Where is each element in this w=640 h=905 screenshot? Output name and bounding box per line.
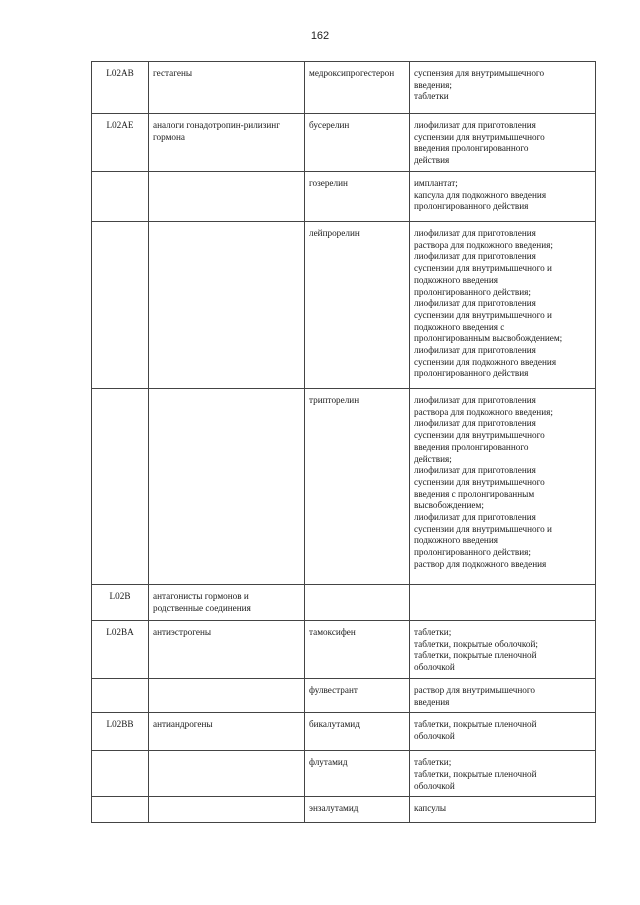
dosage-forms-cell <box>410 713 596 751</box>
group-line: гестагены <box>153 68 193 78</box>
table-row <box>92 751 596 797</box>
dosage-form-line: пролонгированного действия <box>414 368 529 379</box>
dosage-form-line: пролонгированного действия; <box>414 547 531 558</box>
anatomical-group-cell <box>149 621 305 679</box>
dosage-forms-cell <box>410 751 596 797</box>
table-row <box>92 678 596 712</box>
dosage-form-line: пролонгированным высвобождением; <box>414 333 563 344</box>
substance-cell: гозерелин <box>305 172 410 222</box>
dosage-form-line: суспензии для внутримышечного и <box>414 523 552 534</box>
table-body <box>92 62 596 823</box>
substance-cell: трипторелин <box>305 389 410 585</box>
atc-code-cell <box>92 222 149 389</box>
dosage-form-line: введения; <box>414 79 452 90</box>
substance-cell: лейпрорелин <box>305 222 410 389</box>
substance-cell: энзалутамид <box>305 797 410 823</box>
table-row <box>92 713 596 751</box>
anatomical-group-cell <box>149 222 305 389</box>
atc-code-cell <box>92 678 149 712</box>
atc-code-cell <box>92 172 149 222</box>
dosage-form-line: введения пролонгированного <box>414 441 529 452</box>
dosage-form-line: лиофилизат для приготовления <box>414 120 536 130</box>
dosage-forms-cell <box>410 389 596 585</box>
dosage-form-line: оболочкой <box>414 662 455 673</box>
anatomical-group-cell <box>149 797 305 823</box>
dosage-form-line: подкожного введения <box>414 274 498 285</box>
table-row <box>92 172 596 222</box>
atc-code-cell: L02BB <box>92 713 149 751</box>
anatomical-group-cell <box>149 585 305 621</box>
dosage-form-line: раствор для внутримышечного <box>414 684 535 695</box>
anatomical-group-cell <box>149 62 305 114</box>
dosage-form-line: капсулы <box>414 803 447 814</box>
dosage-form-line: лиофилизат для приготовления <box>414 512 536 523</box>
dosage-form-line: лиофилизат для приготовления <box>414 251 536 262</box>
group-line: аналоги гонадотропин-рилизинг <box>153 120 280 130</box>
dosage-form-line: суспензии для подкожного введения <box>414 356 557 367</box>
dosage-form-line: лиофилизат для приготовления <box>414 345 536 356</box>
dosage-form-line: действия <box>414 155 450 166</box>
dosage-form-line: суспензии для внутримышечного <box>414 131 545 142</box>
dosage-form-line: капсула для подкожного введения <box>414 189 547 200</box>
group-line: антиандрогены <box>153 719 213 730</box>
substance-cell <box>305 585 410 621</box>
anatomical-group-cell <box>149 389 305 585</box>
dosage-forms-cell <box>410 222 596 389</box>
dosage-form-line: пролонгированного действия <box>414 201 529 212</box>
dosage-form-line: лиофилизат для приготовления <box>414 298 536 309</box>
dosage-form-line: оболочкой <box>414 780 455 791</box>
dosage-form-line: лиофилизат для приготовления <box>414 395 536 405</box>
page-number: 162 <box>310 30 330 42</box>
atc-code-cell: L02BA <box>92 621 149 679</box>
table-row <box>92 114 596 172</box>
dosage-forms-cell <box>410 172 596 222</box>
dosage-form-line: суспензия для внутримышечного <box>414 68 545 78</box>
substance-cell: медроксипрогестерон <box>305 62 410 114</box>
dosage-form-line: введения с пролонгированным <box>414 488 535 499</box>
atc-code-cell <box>92 751 149 797</box>
anatomical-group-cell <box>149 114 305 172</box>
dosage-form-line: введения <box>414 696 450 707</box>
dosage-form-line: раствор для подкожного введения <box>414 558 547 569</box>
table-row <box>92 797 596 823</box>
anatomical-group-cell <box>149 713 305 751</box>
dosage-form-line: таблетки, покрытые пленочной <box>414 650 537 661</box>
group-line: антиэстрогены <box>153 627 212 637</box>
substance-cell: бусерелин <box>305 114 410 172</box>
dosage-form-line: введения пролонгированного <box>414 143 529 154</box>
group-line: родственные соединения <box>153 602 251 613</box>
dosage-form-line: раствора для подкожного введения; <box>414 239 553 250</box>
substance-cell: фулвестрант <box>305 678 410 712</box>
dosage-form-line: подкожного введения с <box>414 321 505 332</box>
table-row <box>92 621 596 679</box>
dosage-form-line: подкожного введения <box>414 535 498 546</box>
atc-code-cell <box>92 797 149 823</box>
dosage-form-line: таблетки; <box>414 627 452 637</box>
substance-cell: бикалутамид <box>305 713 410 751</box>
table-row <box>92 222 596 389</box>
atc-code-cell: L02AE <box>92 114 149 172</box>
dosage-forms-cell <box>410 585 596 621</box>
dosage-form-line: таблетки; <box>414 757 452 768</box>
dosage-form-line: пролонгированного действия; <box>414 286 531 297</box>
dosage-form-line: суспензии для внутримышечного <box>414 476 545 487</box>
dosage-form-line: высвобождением; <box>414 500 484 511</box>
substance-cell: флутамид <box>305 751 410 797</box>
dosage-form-line: суспензии для внутримышечного <box>414 430 545 441</box>
dosage-form-line: таблетки, покрытые пленочной <box>414 719 537 730</box>
dosage-form-line: лиофилизат для приготовления <box>414 465 536 476</box>
table-row <box>92 62 596 114</box>
dosage-forms-cell <box>410 621 596 679</box>
dosage-forms-cell <box>410 114 596 172</box>
group-line: антагонисты гормонов и <box>153 591 249 601</box>
dosage-form-line: лиофилизат для приготовления <box>414 228 536 238</box>
table-row <box>92 389 596 585</box>
dosage-forms-cell <box>410 62 596 114</box>
dosage-form-line: таблетки <box>414 91 449 102</box>
group-line: гормона <box>153 131 185 142</box>
atc-code-cell: L02B <box>92 585 149 621</box>
anatomical-group-cell <box>149 751 305 797</box>
dosage-form-line: таблетки, покрытые оболочкой; <box>414 638 538 649</box>
dosage-forms-cell <box>410 797 596 823</box>
drug-list-table <box>91 61 596 823</box>
dosage-form-line: таблетки, покрытые пленочной <box>414 768 537 779</box>
table-row <box>92 585 596 621</box>
dosage-forms-cell <box>410 678 596 712</box>
dosage-form-line: лиофилизат для приготовления <box>414 418 536 429</box>
dosage-form-line: раствора для подкожного введения; <box>414 406 553 417</box>
dosage-form-line: суспензии для внутримышечного и <box>414 309 552 320</box>
dosage-form-line: суспензии для внутримышечного и <box>414 263 552 274</box>
dosage-form-line: оболочкой <box>414 730 455 741</box>
dosage-form-line: действия; <box>414 453 452 464</box>
anatomical-group-cell <box>149 172 305 222</box>
dosage-form-line: имплантат; <box>414 178 458 188</box>
atc-code-cell <box>92 389 149 585</box>
substance-cell: тамоксифен <box>305 621 410 679</box>
atc-code-cell: L02AB <box>92 62 149 114</box>
anatomical-group-cell <box>149 678 305 712</box>
